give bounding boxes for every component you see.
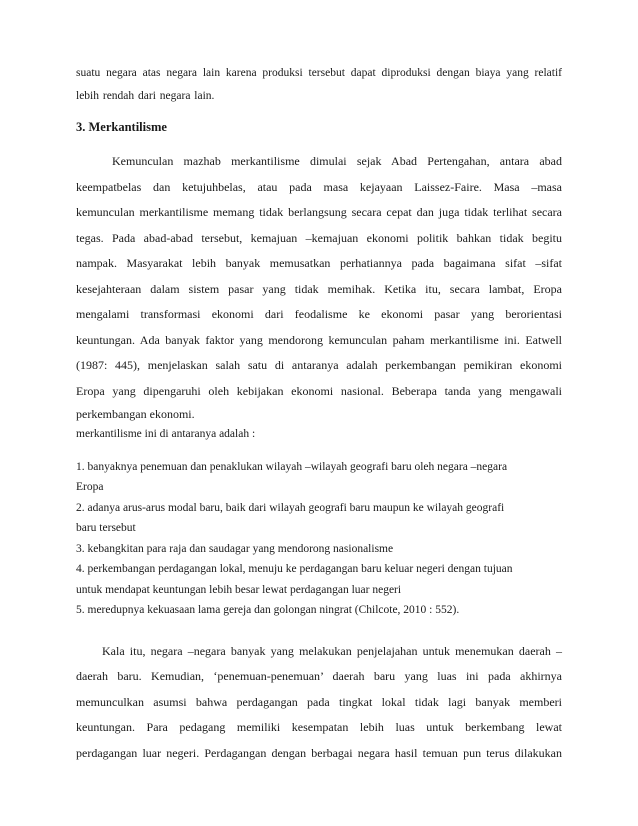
paragraph-line: (1987: 445), menjelaskan salah satu di antaranya adalah perkembangan pemikiran ekonomi bbox=[76, 358, 562, 372]
intro-paragraph bbox=[76, 62, 562, 108]
list-item-line: 1. banyaknya penemuan dan penaklukan wilayah –wilayah geografi baru oleh negara –negara bbox=[76, 460, 508, 473]
list-item-line: Eropa bbox=[76, 481, 104, 493]
list-item bbox=[76, 498, 562, 539]
paragraph-line: Eropa yang dipengaruhi oleh kebijakan ekonomi nasional. Beberapa tanda yang mengawali bbox=[76, 383, 562, 398]
list-item-line: baru tersebut bbox=[76, 522, 136, 534]
paragraph-line: Kemunculan mazhab merkantilisme dimulai sejak Abad Pertengahan, antara abad bbox=[112, 154, 562, 168]
section-heading: 3. Merkantilisme bbox=[76, 120, 167, 134]
paragraph-line: kemunculan merkantilisme memang tidak berlangsung secara cepat dan juga tidak terlihat secara bbox=[76, 205, 562, 219]
paragraph-line: Kala itu, negara –negara banyak yang melakukan penjelajahan untuk menemukan daerah – bbox=[102, 643, 562, 658]
list-item bbox=[76, 539, 562, 560]
list-item bbox=[76, 559, 562, 600]
paragraph-line: tegas. Pada abad-abad tersebut, kemajuan –kemajuan ekonomi politik bahkan tidak begitu bbox=[76, 230, 562, 245]
paragraph-line: perdagangan luar negeri. Perdagangan dengan berbagai negara hasil temuan pun terus dilakukan bbox=[76, 745, 562, 760]
paragraph-line: keempatbelas dan ketujuhbelas, atau pada masa kejayaan Laissez-Faire. Masa –masa bbox=[76, 179, 562, 194]
list-item-line: 2. adanya arus-arus modal baru, baik dari wilayah geografi baru maupun ke wilayah geografi bbox=[76, 501, 505, 514]
document-page bbox=[76, 62, 562, 766]
paragraph-line: daerah baru. Kemudian, ‘penemuan-penemuan’ daerah baru yang luas ini pada akhirnya bbox=[76, 669, 562, 683]
paragraph-merkantilisme bbox=[76, 149, 562, 424]
list-item-line: untuk mendapat keuntungan lebih besar lewat perdagangan luar negeri bbox=[76, 583, 402, 596]
paragraph-line: perkembangan ekonomi. bbox=[76, 407, 195, 421]
list-item-line: 5. meredupnya kekuasaan lama gereja dan golongan ningrat (Chilcote, 2010 : 552). bbox=[76, 604, 460, 616]
intro-line: lebih rendah dari negara lain. bbox=[76, 90, 215, 102]
list-intro: merkantilisme ini di antaranya adalah : bbox=[76, 428, 256, 440]
list-item-line: 4. perkembangan perdagangan lokal, menuju ke perdagangan baru keluar negeri dengan tujuan bbox=[76, 563, 513, 575]
paragraph-penjelajahan bbox=[76, 639, 562, 767]
list-item bbox=[76, 457, 562, 498]
paragraph-line: kesejahteraan dalam sistem pasar yang tidak memihak. Ketika itu, secara lambat, Eropa bbox=[76, 281, 562, 296]
paragraph-line: mengalami transformasi ekonomi dari feodalisme ke ekonomi pasar yang berorientasi bbox=[76, 307, 562, 321]
paragraph-line: keuntungan. Para pedagang memiliki kesempatan lebih luas untuk berkembang lewat bbox=[76, 720, 562, 734]
paragraph-line: memunculkan asumsi bahwa perdagangan pada tingkat lokal tidak lagi banyak memberi bbox=[76, 694, 562, 709]
list-item-line: 3. kebangkitan para raja dan saudagar yang mendorong nasionalisme bbox=[76, 542, 394, 555]
numbered-list bbox=[76, 457, 562, 621]
list-item bbox=[76, 600, 562, 621]
intro-line: suatu negara atas negara lain karena produksi tersebut dapat diproduksi dengan biaya yang relatif bbox=[76, 67, 562, 79]
paragraph-line: keuntungan. Ada banyak faktor yang mendorong kemunculan paham merkantilisme ini. Eatwell bbox=[76, 332, 562, 347]
paragraph-line: nampak. Masyarakat lebih banyak memusatkan perhatiannya pada bagaimana sifat –sifat bbox=[76, 256, 562, 270]
